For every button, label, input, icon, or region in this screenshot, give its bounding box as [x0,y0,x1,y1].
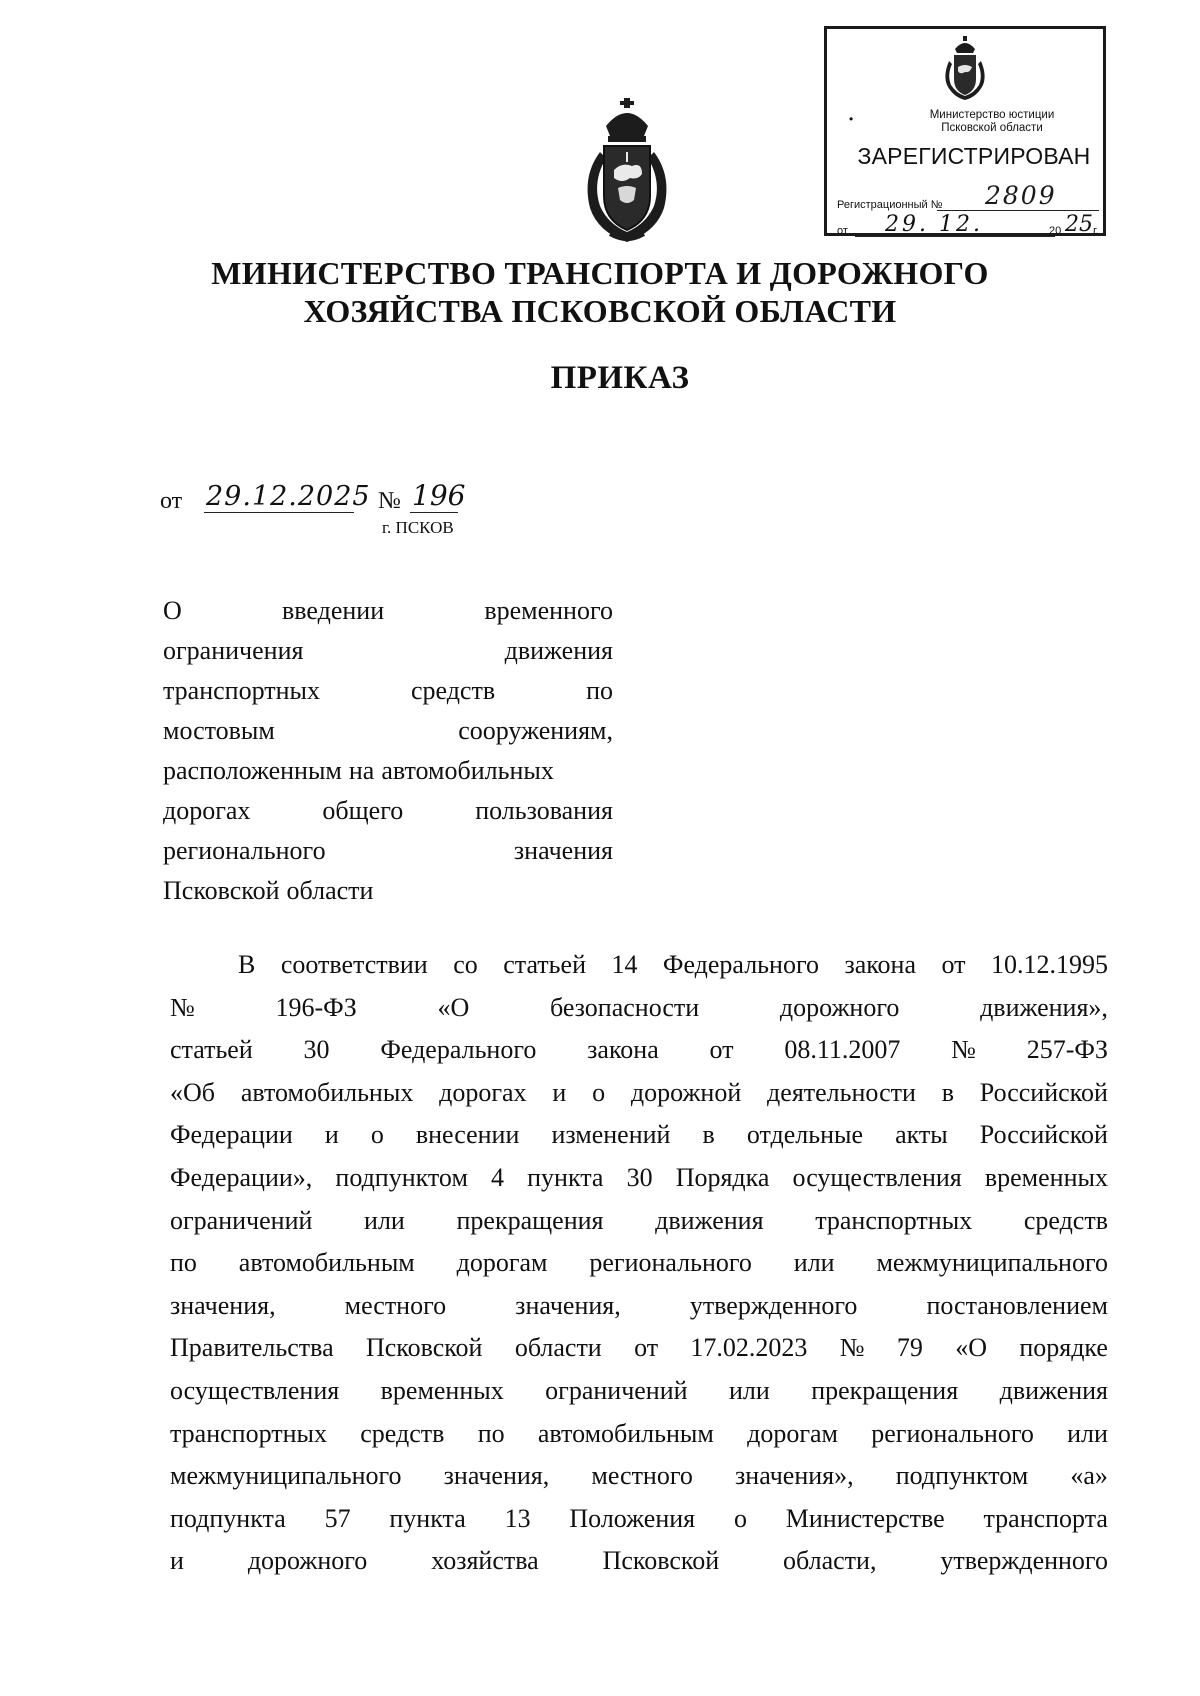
subject-line [163,716,613,756]
word: от [941,950,966,979]
word: пункта [389,1503,466,1533]
body-line [170,1078,1108,1121]
word: соответствии [280,950,428,979]
word: Федерального [380,1035,537,1065]
order-subject [163,596,613,916]
word: или [793,1248,835,1278]
word: 08.11.2007 [784,1035,901,1065]
word: пункта [527,1162,604,1192]
stamp-registration-number [837,181,1099,213]
word: прекращения [811,1375,959,1405]
word: хозяйства [431,1546,539,1576]
word: от [634,1333,659,1363]
word: Порядка [675,1162,770,1192]
order-date-number [160,476,500,536]
word: 10.12.1995 [990,950,1108,979]
word: движения [504,636,613,665]
word: дорогам [747,1418,838,1448]
body-line [170,1419,1108,1462]
word: значения, [443,1461,550,1491]
word: значения, [170,1290,276,1320]
word: № [170,992,195,1022]
stamp-bullet: • [849,112,854,126]
word: средств [1023,1205,1108,1235]
word: 30 [303,1035,330,1065]
word: области [514,1333,602,1363]
body-line [170,1461,1108,1504]
word: 14 [611,950,638,979]
word: межмуниципального [170,1461,402,1491]
word: о [733,1503,747,1533]
subject-line [163,836,613,876]
word: в [702,1120,715,1150]
stamp-registration-date [837,212,1101,237]
word: временных [984,1162,1108,1192]
stamp-org-line-2: Псковской области [941,122,1043,134]
word: закона [587,1035,659,1065]
word: транспортных [815,1205,973,1235]
body-line [170,1163,1108,1206]
word: 57 [324,1503,351,1533]
word: Федерации [170,1120,293,1150]
word: порядке [1019,1333,1108,1363]
word: подпунктом [895,1461,1029,1491]
word: движения [655,1205,764,1235]
word: транспорта [983,1503,1108,1533]
word: утвержденного [689,1290,858,1320]
word: внесении [415,1120,520,1150]
word: «а» [1070,1461,1108,1491]
body-line [170,1504,1108,1547]
stamp-year-prefix: 20 [1049,225,1062,237]
stamp-reg-number: 2809 [985,181,1057,210]
stamp-date-label: от [837,225,848,237]
word: деятельности [767,1077,916,1107]
word: пользования [475,796,613,825]
body-line [170,1546,1108,1589]
word: и [324,1120,339,1150]
subject-line [163,596,613,636]
word: Псковской [365,1333,483,1363]
word: транспортных [170,1418,327,1448]
stamp-reg-label: Регистрационный № [837,199,943,211]
word: ограничения [163,636,304,665]
body-line [170,1333,1108,1376]
subject-line [163,756,613,796]
stamp-organization [877,109,1107,135]
word: в [941,1077,954,1107]
stamp-date-value: 29. 12. [885,212,983,237]
stamp-emblem-icon [941,35,989,101]
word: 257-ФЗ [1026,1035,1108,1065]
body-line [170,1376,1108,1419]
word: 30 [626,1162,653,1192]
subject-line [163,636,613,676]
stamp-year-value: 25 [1065,212,1093,237]
word: значения», [735,1461,854,1491]
word: Министерстве [785,1503,945,1533]
order-number-value: 196 [412,479,466,512]
word: № [951,1035,976,1065]
body-line [170,950,1108,993]
word: Федерации», [170,1162,313,1192]
registration-stamp [824,26,1106,236]
ministry-title [150,254,1050,330]
word: безопасности [549,992,700,1022]
subject-line [163,876,613,916]
word: или [364,1205,405,1235]
word: акты [895,1120,948,1150]
word: дорожного [247,1546,368,1576]
word: подпунктом [335,1162,468,1192]
word: или [728,1375,770,1405]
word: статьей [170,1035,253,1065]
body-line [170,1035,1108,1078]
body-line [170,1206,1108,1249]
word: ограничений [170,1205,313,1235]
stamp-status: ЗАРЕГИСТРИРОВАН [857,143,1091,169]
word: значения, [515,1290,621,1320]
order-date-value: 29.12.2025 [206,481,371,512]
word: дорогах [163,796,251,825]
word: «Об [170,1077,216,1107]
word: Псковской [602,1546,720,1576]
word: О [163,596,182,625]
word: введении [282,596,385,625]
word: статьей [503,950,586,979]
order-date-label: от [160,488,183,514]
word: на [348,756,375,785]
word: области [286,876,374,905]
order-number-label: № [378,488,401,514]
word: прекращения [456,1205,604,1235]
order-body-text [170,950,1108,1589]
word: изменений [551,1120,671,1150]
order-date-field [204,476,371,513]
body-line [170,1120,1108,1163]
coat-of-arms-emblem [572,96,682,244]
order-number-field [410,476,466,513]
word: «О [437,992,470,1022]
word: автомобильных [240,1077,414,1107]
word: Федерального [662,950,819,979]
body-line [170,1291,1108,1334]
word: Правительства [170,1333,334,1363]
order-title: ПРИКАЗ [550,360,690,396]
word: утвержденного [940,1546,1108,1576]
word: 4 [491,1162,505,1192]
word: сооружениям, [458,716,613,745]
word: постановлением [926,1290,1108,1320]
word: 17.02.2023 [690,1333,808,1363]
word: по [170,1248,197,1278]
word: расположенным [163,756,342,785]
word: «О [955,1333,987,1363]
word: регионального [163,836,326,865]
word: движения», [980,992,1108,1022]
word: по [586,676,613,705]
word: и [170,1546,184,1576]
word: транспортных [163,676,320,705]
word: средств [410,676,496,705]
body-line [170,1248,1108,1291]
subject-line [163,676,613,716]
word: дорогах [439,1077,527,1107]
ministry-title-line-1: МИНИСТЕРСТВО ТРАНСПОРТА И ДОРОЖНОГО [211,255,989,291]
word: о [370,1120,384,1150]
word: автомобильных [381,756,554,785]
word: Российской [979,1077,1108,1107]
word: 13 [504,1503,531,1533]
body-line [170,993,1108,1036]
word: области, [783,1546,877,1576]
stamp-year-suffix: г. [1093,225,1099,237]
word: подпункта [170,1503,286,1533]
word: местного [591,1461,693,1491]
word: 196-ФЗ [275,992,357,1022]
word: межмуниципального [876,1248,1108,1278]
word: по [477,1418,505,1448]
word: мостовым [163,716,275,745]
word: регионального [589,1248,752,1278]
stamp-org-line-1: Министерство юстиции [929,109,1055,121]
word: закона [844,950,917,979]
word: ограничений [545,1375,688,1405]
word: Положения [569,1503,696,1533]
word: от [709,1035,734,1065]
word: средств [360,1418,445,1448]
word: отдельные [746,1120,864,1150]
word: № [839,1333,865,1363]
word: дорожной [630,1077,742,1107]
word: 79 [896,1333,923,1363]
word: временного [484,596,613,625]
subject-line [163,796,613,836]
word: со [453,950,478,979]
word: о [592,1077,606,1107]
word: значения [513,836,613,865]
word: регионального [871,1418,1034,1448]
word: В [238,950,256,979]
stamp-reg-underline [937,210,1099,211]
order-city: г. ПСКОВ [382,518,454,537]
word: осуществления [170,1375,340,1405]
ministry-title-line-2: ХОЗЯЙСТВА ПСКОВСКОЙ ОБЛАСТИ [303,293,897,329]
word: автомобильным [238,1248,415,1278]
word: Псковской [163,876,280,905]
word: Российской [979,1120,1108,1150]
word: общего [322,796,404,825]
word: осуществления [792,1162,962,1192]
word: автомобильным [537,1418,714,1448]
word: или [1067,1418,1108,1448]
word: временных [380,1375,504,1405]
word: дорогам [456,1248,548,1278]
word: движения [999,1375,1108,1405]
word: дорожного [779,992,900,1022]
word: и [552,1077,567,1107]
word: местного [344,1290,447,1320]
